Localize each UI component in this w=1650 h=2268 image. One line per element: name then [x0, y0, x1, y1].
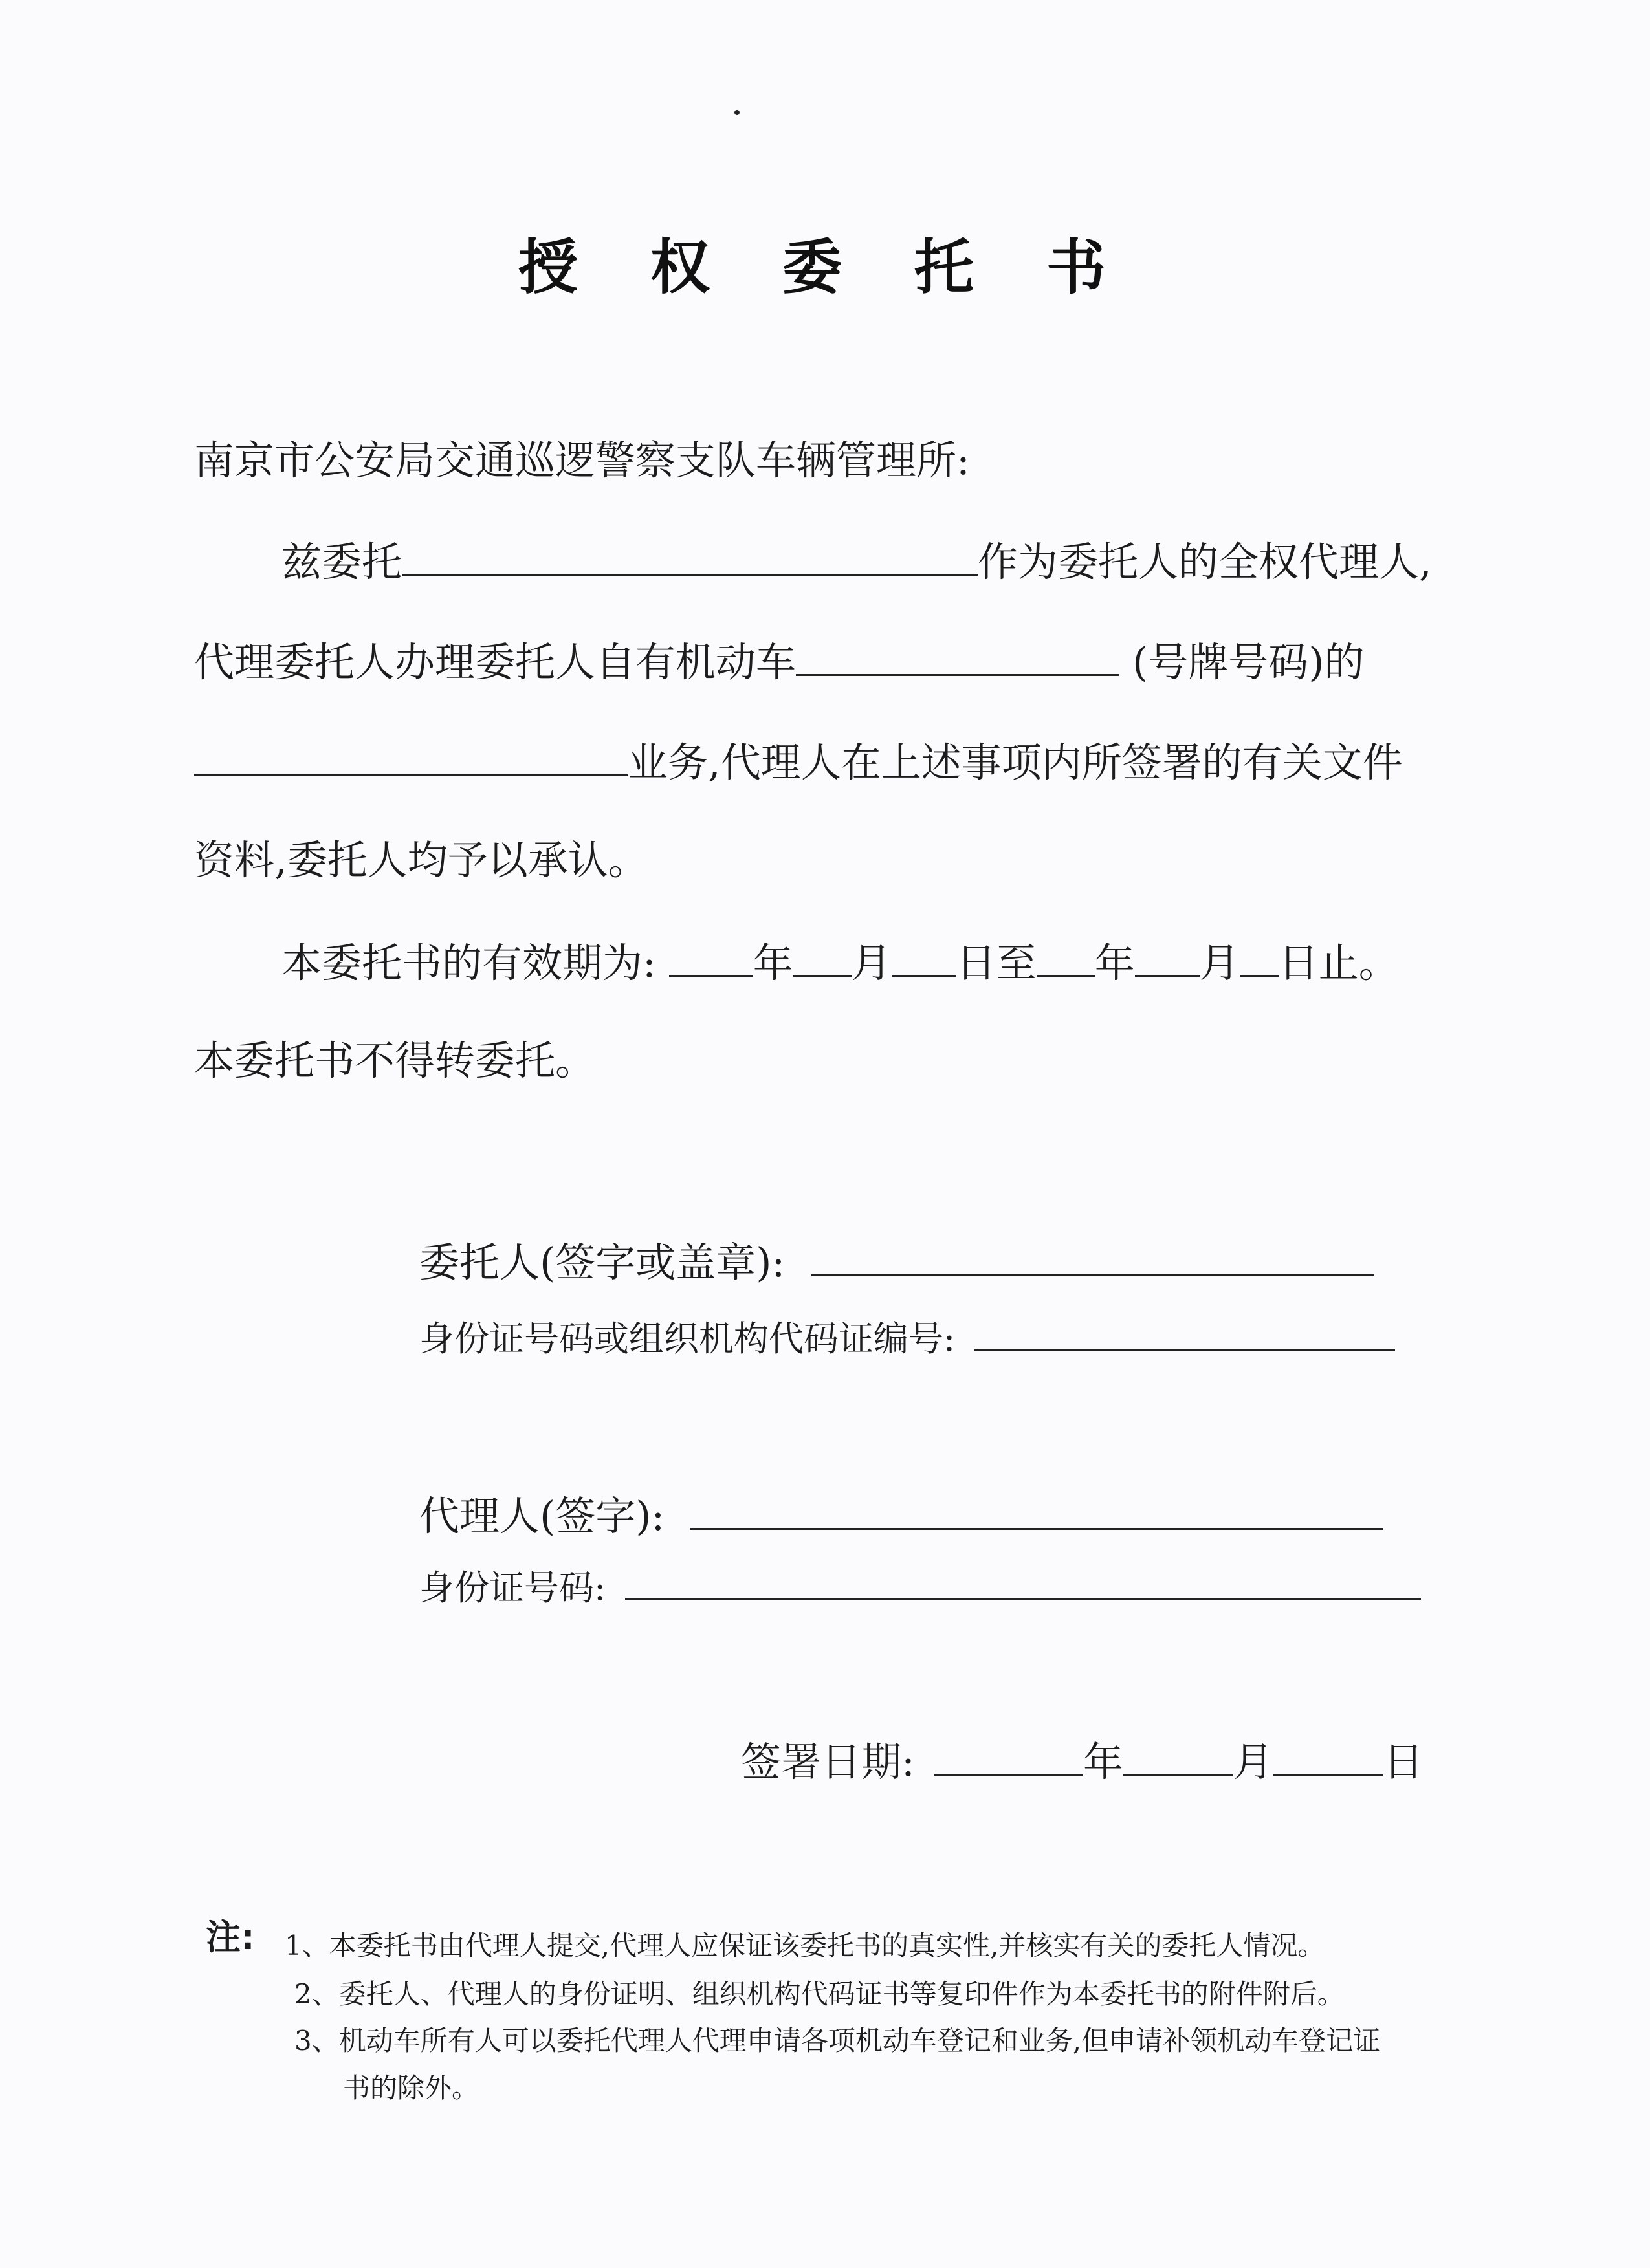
end-month-field[interactable] — [1135, 935, 1200, 977]
validity-line — [281, 935, 1399, 989]
agent-name-field[interactable] — [402, 534, 978, 576]
sign-month-field[interactable] — [1123, 1734, 1233, 1776]
sign-day-field[interactable] — [1273, 1734, 1383, 1776]
note-item-2: 2、委托人、代理人的身份证明、组织机构代码证书等复印件作为本委托书的附件附后。 — [294, 1978, 1345, 2010]
note-item-3-continued: 书的除外。 — [343, 2072, 479, 2104]
end-day-field[interactable] — [1240, 935, 1279, 977]
entrust-suffix: 作为委托人的全权代理人, — [978, 538, 1432, 585]
paragraph-line-4: 资料,委托人均予以承认。 — [194, 836, 648, 884]
year-label: 年 — [753, 939, 793, 987]
scan-speck — [734, 110, 740, 115]
agent-signature-field[interactable] — [690, 1488, 1383, 1530]
business-suffix: 业务,代理人在上述事项内所签署的有关文件 — [628, 739, 1403, 786]
principal-id-field[interactable] — [974, 1314, 1395, 1351]
agent-id-label: 身份证号码: — [419, 1567, 606, 1608]
month-label: 月 — [1233, 1738, 1273, 1785]
principal-id-line — [419, 1313, 1395, 1365]
paragraph-line-3 — [194, 734, 1403, 789]
day-to-label: 日至 — [956, 939, 1037, 987]
start-month-field[interactable] — [793, 935, 852, 977]
paragraph-line-2 — [194, 634, 1364, 688]
entrust-prefix: 兹委托 — [281, 538, 402, 585]
note-item-1: 1、本委托书由代理人提交,代理人应保证该委托书的真实性,并核实有关的委托人情况。 — [285, 1930, 1325, 1961]
note-item-3: 3、机动车所有人可以委托代理人代理申请各项机动车登记和业务,但申请补领机动车登记证 — [294, 2025, 1381, 2056]
business-type-field[interactable] — [194, 734, 628, 776]
agent-id-line — [419, 1562, 1421, 1614]
principal-signature-field[interactable] — [811, 1234, 1374, 1276]
agent-id-field[interactable] — [625, 1563, 1421, 1600]
document-title: 授 权 委 托 书 — [518, 233, 1132, 302]
start-year-field[interactable] — [669, 935, 753, 977]
signing-date-label: 签署日期: — [741, 1738, 915, 1785]
year-label: 年 — [1083, 1738, 1123, 1785]
month-label: 月 — [1199, 939, 1240, 987]
vehicle-prefix: 代理委托人办理委托人自有机动车 — [194, 638, 797, 686]
principal-id-label: 身份证号码或组织机构代码证编号: — [419, 1318, 956, 1359]
plate-suffix: (号牌号码)的 — [1132, 638, 1365, 686]
sign-year-field[interactable] — [934, 1734, 1083, 1776]
day-label: 日 — [1383, 1738, 1424, 1785]
addressee: 南京市公安局交通巡逻警察支队车辆管理所: — [194, 437, 970, 484]
principal-label: 委托人(签字或盖章): — [419, 1239, 786, 1286]
start-day-field[interactable] — [892, 935, 956, 977]
year-label: 年 — [1094, 939, 1135, 987]
no-transfer-clause: 本委托书不得转委托。 — [194, 1037, 596, 1084]
agent-signature-line — [419, 1488, 1383, 1542]
day-end-label: 日止。 — [1278, 939, 1399, 987]
notes-label: 注: — [206, 1917, 255, 1957]
end-year-field[interactable] — [1037, 935, 1095, 977]
principal-signature-line — [419, 1234, 1374, 1289]
agent-label: 代理人(签字): — [419, 1492, 665, 1540]
signing-date-line — [741, 1734, 1424, 1788]
plate-number-field[interactable] — [796, 634, 1119, 676]
month-label: 月 — [851, 939, 892, 987]
validity-prefix: 本委托书的有效期为: — [281, 939, 656, 987]
paragraph-line-1 — [281, 534, 1432, 588]
